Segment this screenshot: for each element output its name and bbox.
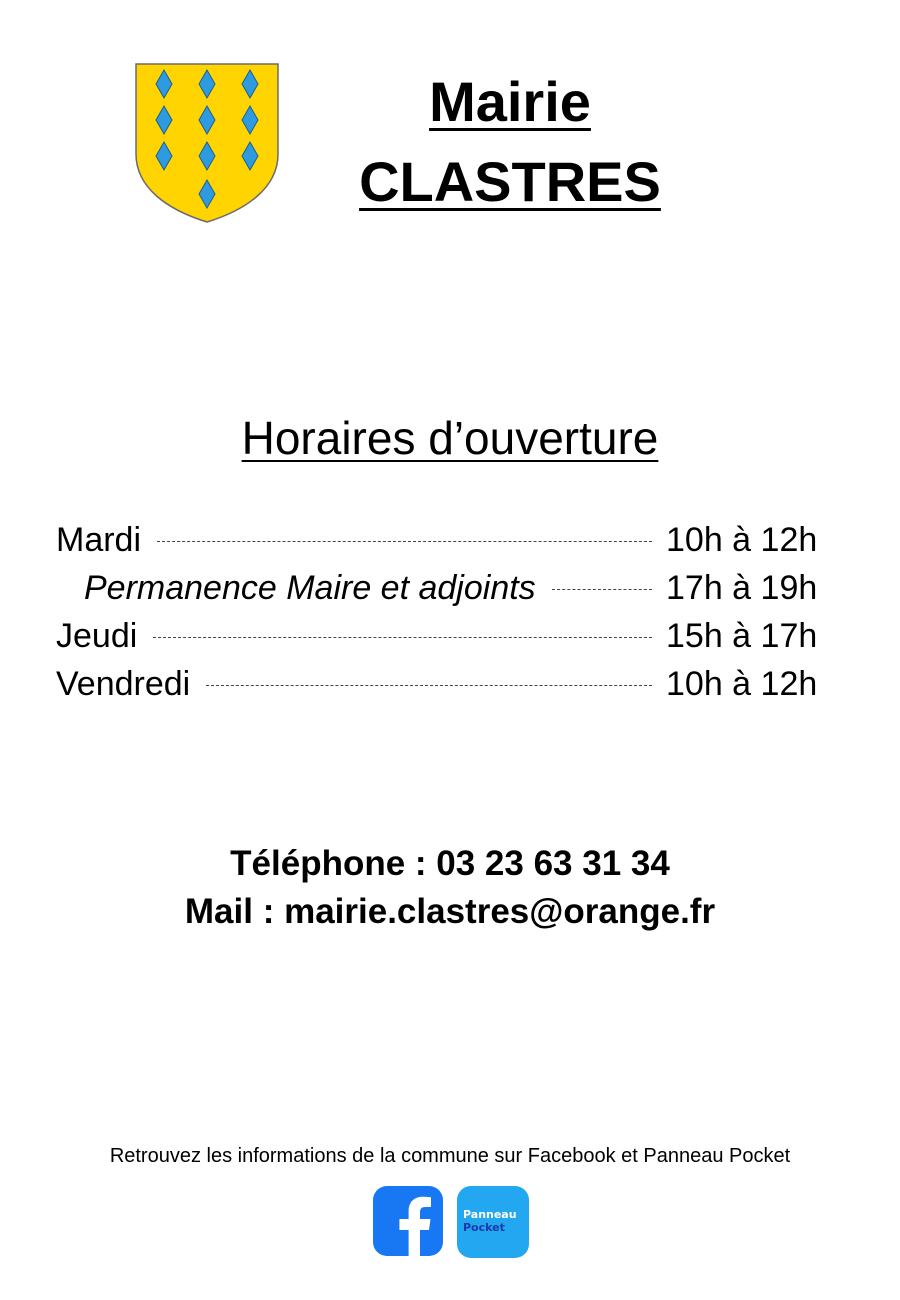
email-address: Mail : mairie.clastres@orange.fr [184, 892, 716, 931]
time-range: 10h à 12h [666, 665, 818, 703]
opening-hours-list [56, 516, 826, 708]
footer-text: Retrouvez les informations de la commune sur Facebook et Panneau Pocket [109, 1145, 791, 1167]
social-icons [373, 1186, 533, 1258]
panneau-pocket-line2: Pocket [463, 1221, 505, 1234]
dotted-leader [153, 636, 652, 638]
title-commune: CLASTRES [359, 150, 661, 213]
hours-row-jeudi [56, 612, 826, 660]
hours-heading: Horaires d’ouverture [241, 412, 659, 464]
day-label: Vendredi [56, 665, 191, 703]
title-mairie: Mairie [429, 70, 591, 133]
panneau-pocket-line1: Panneau [463, 1208, 517, 1221]
hours-row-vendredi [56, 660, 826, 708]
panneau-pocket-icon[interactable] [457, 1186, 529, 1258]
phone-number: Téléphone : 03 23 63 31 34 [230, 844, 670, 883]
day-label: Jeudi [56, 617, 138, 655]
time-range: 10h à 12h [666, 521, 818, 559]
day-label: Mardi [56, 521, 142, 559]
facebook-icon[interactable] [373, 1186, 443, 1256]
page-title [330, 62, 690, 222]
hours-row-mardi [56, 516, 826, 564]
day-label: Permanence Maire et adjoints [84, 569, 536, 607]
hours-row-permanence [56, 564, 826, 612]
coat-of-arms-icon [134, 62, 280, 224]
dotted-leader [206, 684, 652, 686]
time-range: 17h à 19h [666, 569, 818, 607]
dotted-leader [157, 540, 652, 542]
time-range: 15h à 17h [666, 617, 818, 655]
dotted-leader [552, 588, 652, 590]
contact-block [0, 840, 900, 936]
